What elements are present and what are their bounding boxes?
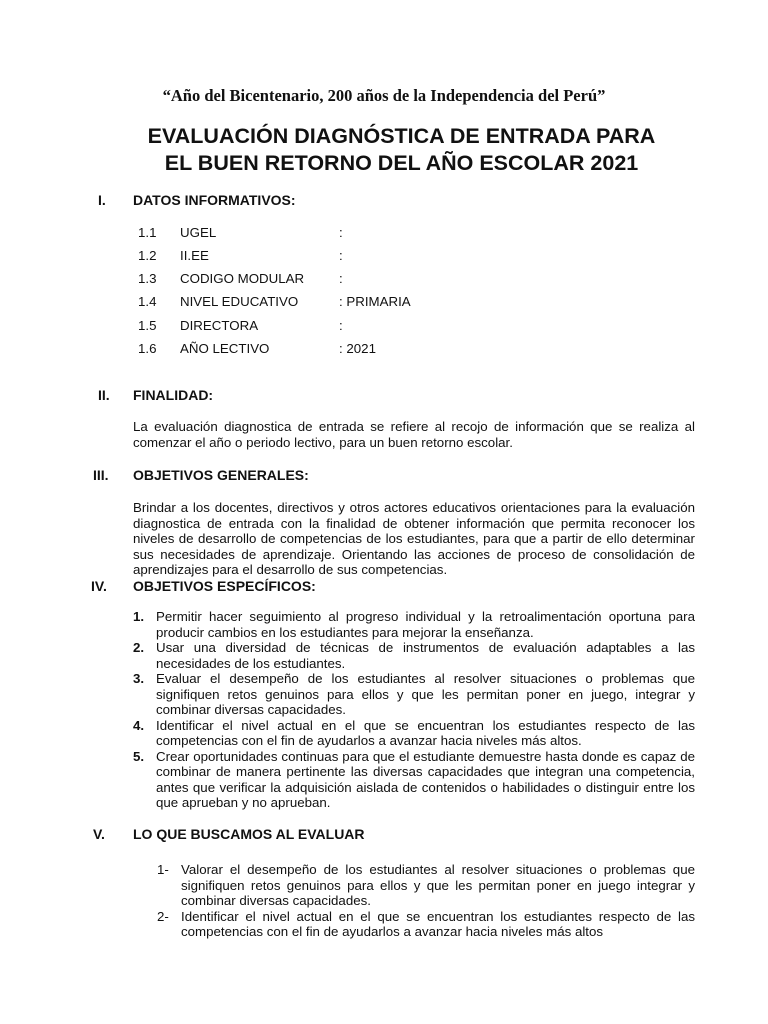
- list-marker: 1.: [133, 609, 145, 624]
- section-number: V.: [93, 826, 105, 842]
- list-item-text: Crear oportunidades continuas para que el estudiante demuestre hasta donde es capaz de combinar de manera pertinente las diversas capacidades que integran una competencia, antes que verificar la adquisición aislada de contenidos o habilidades o distinguir entre los que aprueban y no aprueban.: [156, 748, 695, 810]
- section-number: II.: [98, 387, 110, 403]
- document-motto: “Año del Bicentenario, 200 años de la Independencia del Perú”: [162, 86, 606, 105]
- list-item: [133, 749, 695, 811]
- section-label: FINALIDAD:: [133, 387, 214, 403]
- list-item: [157, 909, 695, 940]
- section-number: III.: [93, 467, 109, 483]
- list-item-text: Evaluar el desempeño de los estudiantes al resolver situaciones o problemas que signifiquen retos genuinos para ellos y que les permitan poner en juego, integrar y combinar diversas capacidades.: [156, 671, 695, 717]
- list-item-text: Permitir hacer seguimiento al progreso individual y la retroalimentación oportuna para producir cambios en los estudiantes para mejorar la enseñanza.: [156, 609, 695, 640]
- finalidad-paragraph: La evaluación diagnostica de entrada se refiere al recojo de información que se realiza al comenzar el año o periodo lectivo, para un buen retorno escolar.: [133, 419, 695, 450]
- buscamos-list: [157, 862, 695, 940]
- list-item-text: Usar una diversidad de técnicas de instrumentos de evaluación adaptables a las necesidades de los estudiantes.: [156, 640, 695, 671]
- list-item: [133, 718, 695, 749]
- list-marker: 3.: [133, 671, 145, 686]
- list-item-text: Identificar el nivel actual en el que se encuentran los estudiantes respecto de las competencias con el fin de ayudarlos a avanzar hacia niveles más altos: [181, 908, 695, 939]
- list-marker: 4.: [133, 717, 145, 733]
- section-label: DATOS INFORMATIVOS:: [133, 192, 296, 208]
- list-marker: 5.: [133, 748, 145, 764]
- list-item: [133, 671, 695, 718]
- objetivos-generales-paragraph: Brindar a los docentes, directivos y otros actores educativos orientaciones para la evaluación diagnostica de entrada con la finalidad de obtener información que permita reconocer los niveles de desarrollo de competencias de los estudiantes, para que a partir de ello determinar sus necesidades de aprendizaje. Orientando las acciones de proceso de consolidación de aprendizajes para el desarrollo de sus competencias.: [133, 500, 695, 577]
- title-line-1: EVALUACIÓN DIAGNÓSTICA DE ENTRADA PARA: [147, 124, 656, 148]
- list-marker: 1-: [157, 862, 169, 877]
- list-marker: 2.: [133, 640, 145, 655]
- list-item-text: Valorar el desempeño de los estudiantes al resolver situaciones o problemas que signifiquen retos genuinos para ellos y que les permitan poner en juego integrar y combinar diversas capacidades.: [181, 862, 695, 908]
- section-label: OBJETIVOS GENERALES:: [133, 467, 309, 483]
- objetivos-especificos-list: [133, 609, 695, 811]
- list-item: [157, 862, 695, 909]
- document-title: [0, 123, 768, 177]
- section-label: LO QUE BUSCAMOS AL EVALUAR: [133, 826, 365, 842]
- section-number: I.: [98, 192, 106, 208]
- list-item: [133, 609, 695, 640]
- section-number: IV.: [91, 578, 107, 594]
- section-label: OBJETIVOS ESPECÍFICOS:: [133, 578, 316, 594]
- list-item: [133, 640, 695, 671]
- title-line-2: EL BUEN RETORNO DEL AÑO ESCOLAR 2021: [164, 151, 639, 175]
- list-item-text: Identificar el nivel actual en el que se encuentran los estudiantes respecto de las competencias con el fin de ayudarlos a avanzar hacia niveles más altos.: [156, 717, 695, 748]
- list-marker: 2-: [157, 908, 169, 924]
